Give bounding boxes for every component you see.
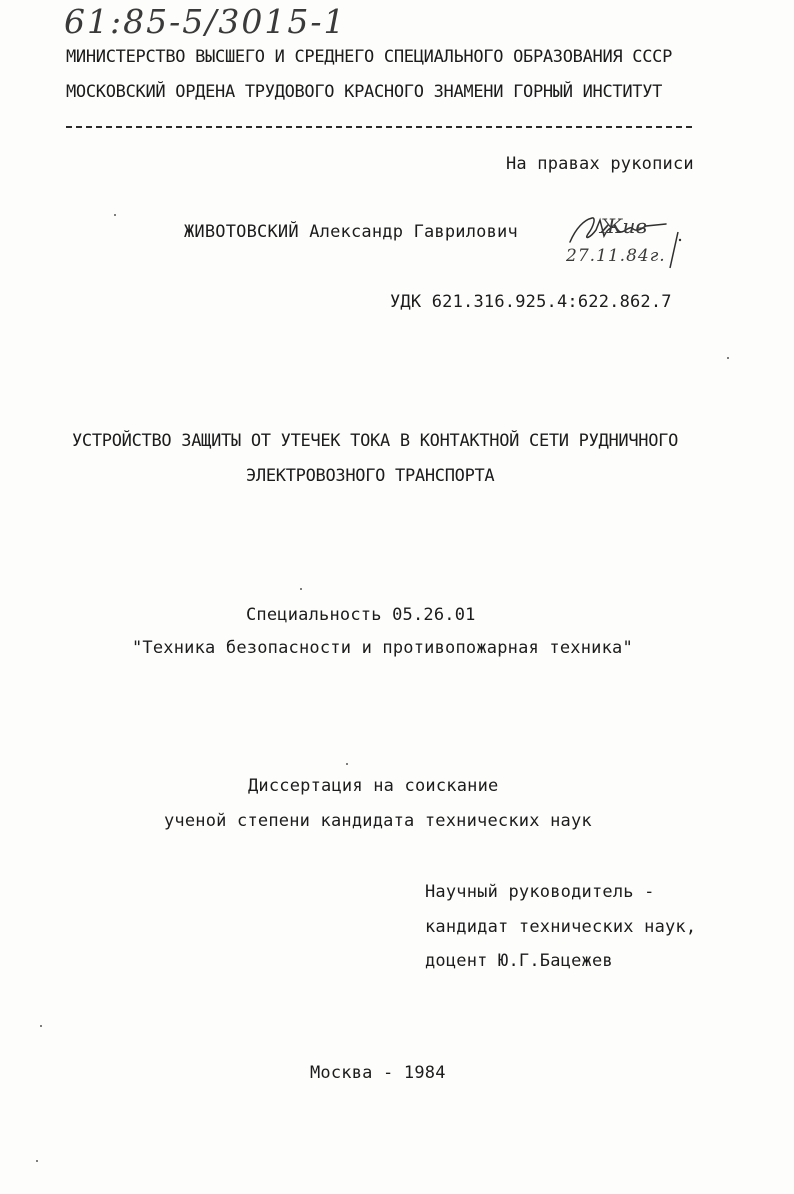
supervisor-title: Научный руководитель -: [425, 882, 655, 902]
scan-speck: [727, 357, 729, 359]
supervisor-name: доцент Ю.Г.Бацежев: [425, 951, 613, 971]
scan-speck: [114, 214, 116, 216]
place-year: Москва - 1984: [310, 1063, 446, 1083]
supervisor-degree: кандидат технических наук,: [425, 917, 697, 937]
author-name: ЖИВОТОВСКИЙ Александр Гаврилович: [184, 222, 518, 242]
scan-speck: [300, 588, 302, 590]
specialty-code: Специальность 05.26.01: [246, 605, 476, 625]
thesis-title-line2: ЭЛЕКТРОВОЗНОГО ТРАНСПОРТА: [246, 466, 495, 486]
header-divider: [66, 126, 692, 128]
dissertation-line2: ученой степени кандидата технических наук: [164, 811, 592, 831]
scan-speck: [36, 1160, 38, 1162]
manuscript-note: На правах рукописи: [506, 154, 694, 174]
scan-speck: [40, 1025, 42, 1027]
thesis-title-line1: УСТРОЙСТВО ЗАЩИТЫ ОТ УТЕЧЕК ТОКА В КОНТАКТНОЙ СЕТИ РУДНИЧНОГО: [72, 431, 679, 451]
signature-name: Жив: [600, 214, 647, 238]
scan-speck: [346, 763, 348, 765]
institute-header: МОСКОВСКИЙ ОРДЕНА ТРУДОВОГО КРАСНОГО ЗНАМЕНИ ГОРНЫЙ ИНСТИТУТ: [66, 82, 663, 102]
dissertation-line1: Диссертация на соискание: [248, 776, 499, 796]
udc-code: УДК 621.316.925.4:622.862.7: [390, 292, 672, 312]
signature-date: 27.11.84г.: [566, 246, 666, 266]
specialty-name: "Техника безопасности и противопожарная техника": [132, 638, 633, 658]
ministry-header: МИНИСТЕРСТВО ВЫСШЕГО И СРЕДНЕГО СПЕЦИАЛЬНОГО ОБРАЗОВАНИЯ СССР: [66, 47, 673, 67]
archive-number: 61:85-5/3015-1: [64, 2, 347, 41]
